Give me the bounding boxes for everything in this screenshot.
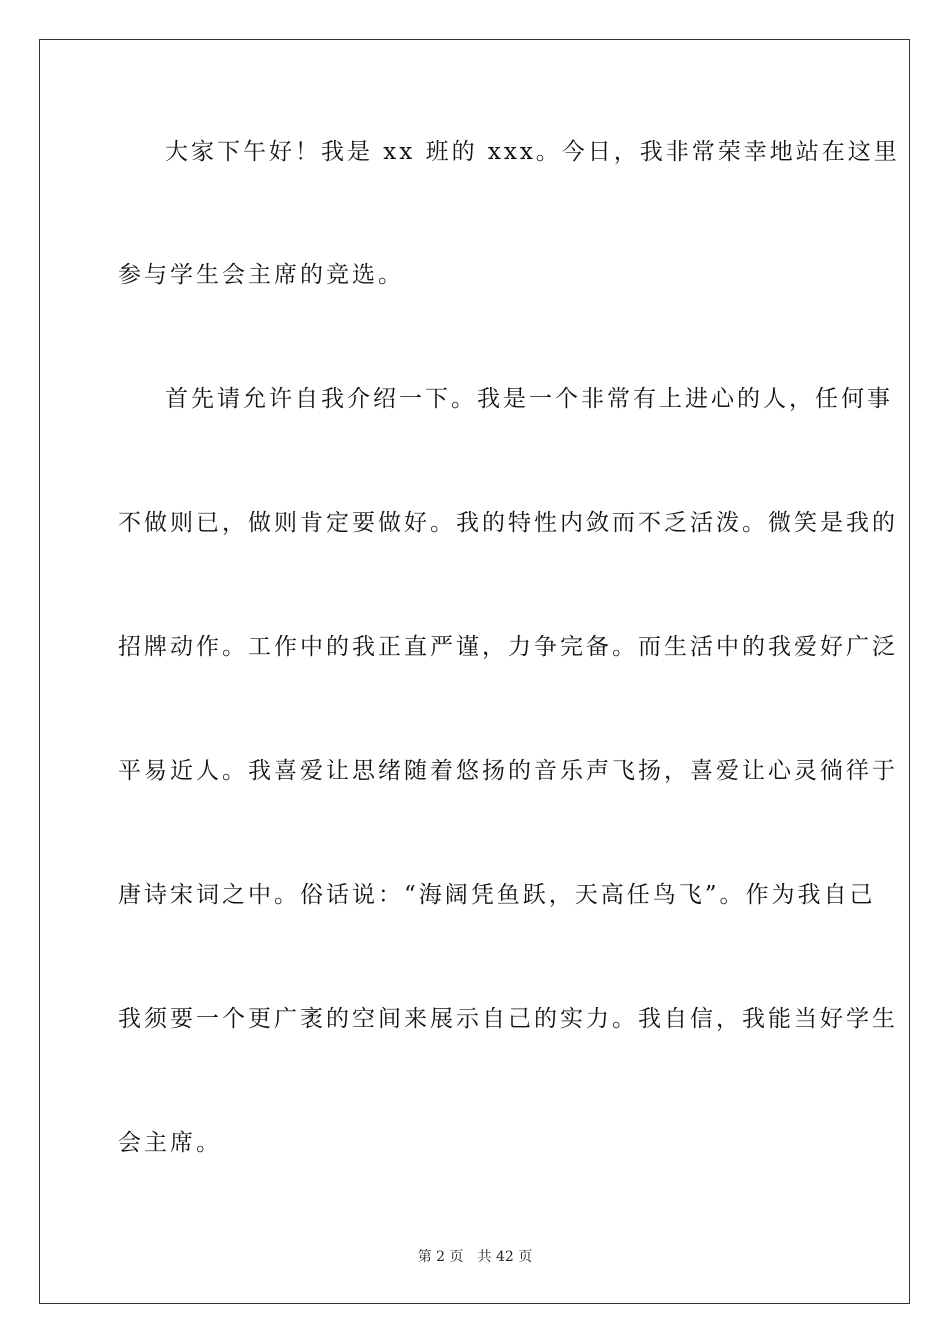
paragraph-2-line-2: 不做则已，做则肯定要做好。我的特性内敛而不乏活泼。微笑是我的: [118, 510, 898, 536]
paragraph-1-line-1: 大家下午好！我是 xx 班的 xxx。今日，我非常荣幸地站在这里: [165, 139, 900, 165]
page-total: 共 42 页: [477, 1249, 533, 1265]
paragraph-2-line-1: 首先请允许自我介绍一下。我是一个非常有上进心的人，任何事: [165, 386, 893, 412]
paragraph-2-line-3: 招牌动作。工作中的我正直严谨，力争完备。而生活中的我爱好广泛: [118, 634, 898, 660]
page-footer: [0, 1248, 950, 1266]
page-number: 第 2 页: [417, 1249, 464, 1265]
paragraph-2-line-4: 平易近人。我喜爱让思绪随着悠扬的音乐声飞扬，喜爱让心灵徜徉于: [118, 758, 898, 784]
paragraph-1-line-2: 参与学生会主席的竞选。: [118, 262, 404, 288]
paragraph-2-line-6: 我须要一个更广袤的空间来展示自己的实力。我自信，我能当好学生: [118, 1006, 898, 1032]
paragraph-2-line-7: 会主席。: [118, 1130, 222, 1156]
paragraph-2-line-5: 唐诗宋词之中。俗话说：“海阔凭鱼跃，天高任鸟飞”。作为我自己: [118, 882, 876, 908]
page-border: [39, 39, 910, 1304]
